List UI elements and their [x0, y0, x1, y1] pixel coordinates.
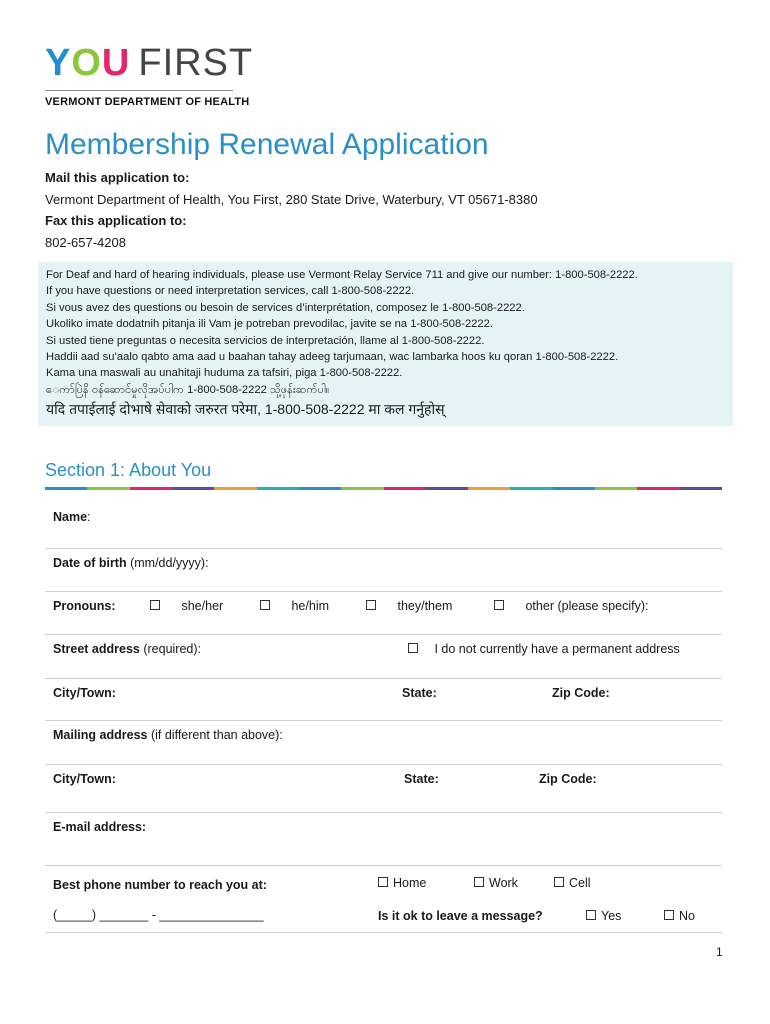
pronouns-label: Pronouns: [53, 599, 116, 613]
message-yes-checkbox[interactable]: Yes [586, 909, 621, 923]
stripe-segment [384, 487, 426, 490]
row-divider [45, 548, 722, 549]
stripe-segment [468, 487, 510, 490]
stripe-segment [426, 487, 468, 490]
stripe-segment [595, 487, 637, 490]
phone-work-checkbox[interactable]: Work [474, 876, 518, 890]
city-field[interactable]: City/Town: [53, 686, 116, 700]
mailing-zip-field[interactable]: Zip Code: [539, 772, 597, 786]
row-divider [45, 932, 722, 933]
language-line: Si vous avez des questions ou besoin de services d’interprétation, composez le 1-800-508-2222. [46, 301, 525, 314]
checkbox-icon [260, 600, 270, 610]
page-number: 1 [716, 945, 723, 959]
stripe-segment [214, 487, 256, 490]
section-title: Section 1: About You [45, 460, 212, 480]
stripe-segment [172, 487, 214, 490]
stripe-segment [130, 487, 172, 490]
stripe-segment [299, 487, 341, 490]
language-line: Kama una maswali au unahitaji huduma za tafsiri, piga 1-800-508-2222. [46, 367, 403, 380]
row-divider [45, 764, 722, 765]
language-line: If you have questions or need interpretation services, call 1-800-508-2222. [46, 285, 415, 298]
language-line: Ukoliko imate dodatnih pitanja ili Vam je potreban prevodilac, javite se na 1-800-508-2222. [46, 318, 493, 331]
email-field[interactable]: E-mail address: [53, 820, 147, 834]
leave-message-label: Is it ok to leave a message? [378, 909, 543, 923]
checkbox-icon [474, 877, 484, 887]
fax-label: Fax this application to: [45, 213, 187, 228]
stripe-segment [45, 487, 87, 490]
checkbox-icon [554, 877, 564, 887]
dob-field[interactable]: Date of birth (mm/dd/yyyy): [53, 556, 209, 570]
checkbox-icon [494, 600, 504, 610]
checkbox-icon [378, 877, 388, 887]
language-line: For Deaf and hard of hearing individuals, please use Vermont Relay Service 711 and give our number: 1-800-508-2222. [46, 269, 638, 281]
stripe-segment [341, 487, 383, 490]
pronoun-other-checkbox[interactable]: other (please specify): [494, 599, 648, 613]
phone-label: Best phone number to reach you at: [53, 878, 267, 892]
logo-wordmark: YOU FIRST [45, 42, 254, 84]
mailing-state-field[interactable]: State: [404, 772, 439, 786]
street-address-field[interactable]: Street address (required): [53, 642, 202, 656]
zip-field[interactable]: Zip Code: [552, 686, 610, 700]
stripe-segment [680, 487, 722, 490]
you-first-logo [45, 44, 253, 108]
stripe-segment [637, 487, 679, 490]
pronoun-she-her-checkbox[interactable]: she/her [150, 599, 223, 613]
stripe-segment [87, 487, 129, 490]
row-divider [45, 865, 722, 866]
checkbox-icon [366, 600, 376, 610]
row-divider [45, 678, 722, 679]
mail-label: Mail this application to: [45, 170, 190, 185]
logo-divider [45, 90, 233, 91]
mailing-city-field[interactable]: City/Town: [53, 772, 116, 786]
language-line: ေကာ်ပြဲနိ ဝန်ဆောင်မှုလိုအပ်ပါက 1-800-508-2222 သို့ဖုန်းဆက်ပါ။ [46, 383, 330, 396]
name-field[interactable]: Name: [53, 510, 91, 524]
row-divider [45, 720, 722, 721]
checkbox-icon [150, 600, 160, 610]
message-no-checkbox[interactable]: No [664, 909, 695, 923]
stripe-segment [553, 487, 595, 490]
checkbox-icon [664, 910, 674, 920]
row-divider [45, 591, 722, 592]
mail-address: Vermont Department of Health, You First, 280 State Drive, Waterbury, VT 05671-8380 [45, 192, 538, 207]
stripe-segment [510, 487, 552, 490]
pronoun-they-them-checkbox[interactable]: they/them [366, 599, 452, 613]
page-title: Membership Renewal Application [45, 128, 489, 161]
phone-cell-checkbox[interactable]: Cell [554, 876, 591, 890]
language-line: Si usted tiene preguntas o necesita servicios de interpretación, llame al 1-800-508-2222. [46, 334, 485, 347]
no-permanent-address-checkbox[interactable]: I do not currently have a permanent address [408, 642, 680, 656]
pronoun-he-him-checkbox[interactable]: he/him [260, 599, 329, 613]
checkbox-icon [586, 910, 596, 920]
language-assistance-box [38, 262, 733, 426]
fax-number: 802-657-4208 [45, 235, 126, 250]
stripe-segment [257, 487, 299, 490]
language-line: यदि तपाईलाई दोभाषे सेवाको जरुरत परेमा, 1-800-508-2222 मा कल गर्नुहोस् [46, 401, 445, 418]
logo-subtitle: VERMONT DEPARTMENT OF HEALTH [45, 96, 250, 108]
row-divider [45, 634, 722, 635]
phone-home-checkbox[interactable]: Home [378, 876, 426, 890]
row-divider [45, 812, 722, 813]
state-field[interactable]: State: [402, 686, 437, 700]
language-line: Haddii aad su’aalo qabto ama aad u baahan tahay adeeg tarjumaan, wac lambarka hoos ku qoran 1-800-508-2222. [46, 351, 619, 364]
checkbox-icon [408, 643, 418, 653]
phone-number-input[interactable]: (_____) _______ - _______________ [53, 908, 264, 922]
section-divider-stripe [45, 487, 722, 490]
mailing-address-field[interactable]: Mailing address (if different than above): [53, 728, 283, 742]
